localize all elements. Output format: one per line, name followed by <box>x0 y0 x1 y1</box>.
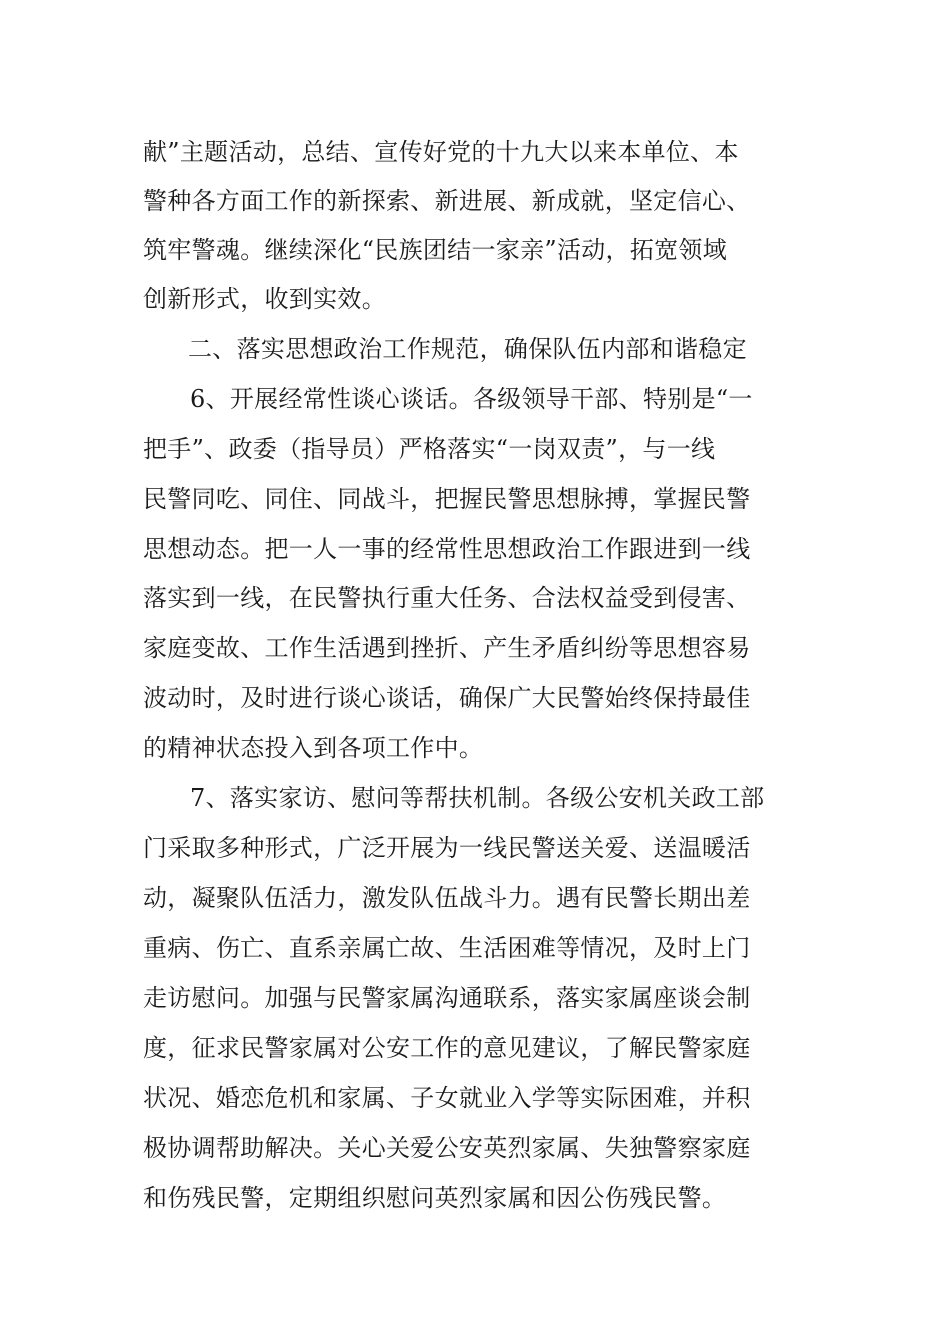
text-line: 落实到一线，在民警执行重大任务、合法权益受到侵害、 <box>143 584 751 612</box>
text-line: 家庭变故、工作生活遇到挫折、产生矛盾纠纷等思想容易 <box>143 634 751 662</box>
item-7-first-line: 7、落实家访、慰问等帮扶机制。各级公安机关政工部 <box>190 784 765 812</box>
text-line: 筑牢警魂。继续深化“民族团结一家亲”活动，拓宽领域 <box>143 236 728 264</box>
text-line: 警种各方面工作的新探索、新进展、新成就，坚定信心、 <box>143 187 751 215</box>
text-line: 极协调帮助解决。关心关爱公安英烈家属、失独警察家庭 <box>143 1134 751 1162</box>
text-line: 度，征求民警家属对公安工作的意见建议，了解民警家庭 <box>143 1034 751 1062</box>
text-line: 门采取多种形式，广泛开展为一线民警送关爱、送温暖活 <box>143 834 751 862</box>
section-heading: 二、落实思想政治工作规范，确保队伍内部和谐稳定 <box>188 335 747 363</box>
item-6-first-line: 6、开展经常性谈心谈话。各级领导干部、特别是“一 <box>190 385 753 413</box>
text-line: 思想动态。把一人一事的经常性思想政治工作跟进到一线 <box>143 535 751 563</box>
text-line: 波动时，及时进行谈心谈话，确保广大民警始终保持最佳 <box>143 684 751 712</box>
text-line: 献”主题活动，总结、宣传好党的十九大以来本单位、本 <box>143 138 739 166</box>
text-line: 动，凝聚队伍活力，激发队伍战斗力。遇有民警长期出差 <box>143 884 751 912</box>
text-line: 创新形式，收到实效。 <box>143 285 386 313</box>
text-line: 走访慰问。加强与民警家属沟通联系，落实家属座谈会制 <box>143 984 751 1012</box>
text-line: 把手”、政委（指导员）严格落实“一岗双责”，与一线 <box>143 435 716 463</box>
text-line: 状况、婚恋危机和家属、子女就业入学等实际困难，并积 <box>143 1084 751 1112</box>
text-line: 和伤残民警，定期组织慰问英烈家属和因公伤残民警。 <box>143 1184 727 1212</box>
text-line: 的精神状态投入到各项工作中。 <box>143 734 484 762</box>
text-line: 重病、伤亡、直系亲属亡故、生活困难等情况，及时上门 <box>143 934 751 962</box>
text-line: 民警同吃、同住、同战斗，把握民警思想脉搏，掌握民警 <box>143 485 751 513</box>
